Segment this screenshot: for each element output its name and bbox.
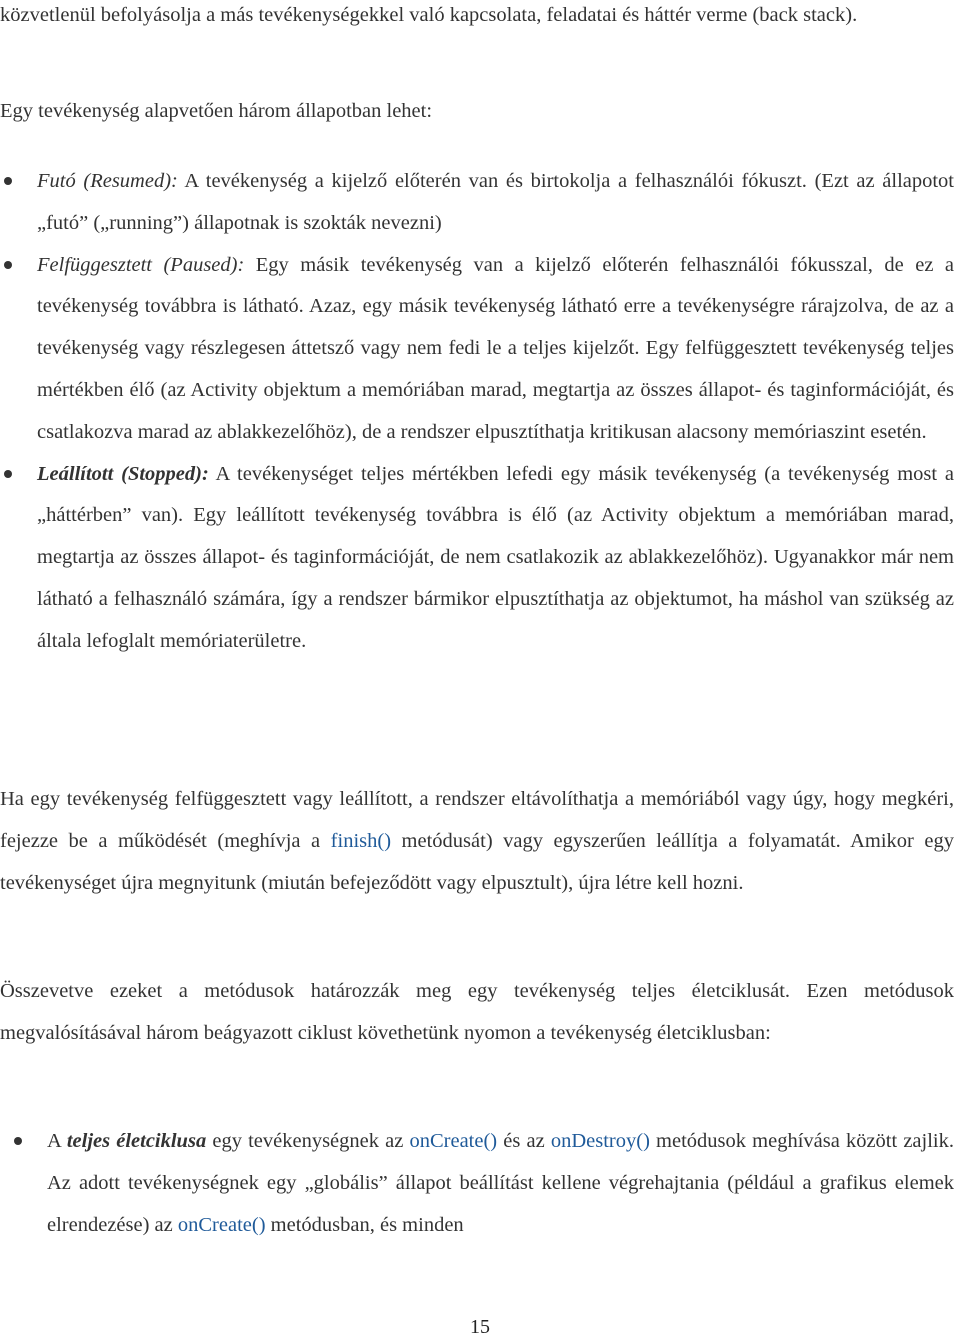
intro-paragraph-end: közvetlenül befolyásolja a más tevékenységekkel való kapcsolata, feladatai és háttér verme (back stack).	[0, 4, 858, 26]
lifecycle-text-3: metódusok meghívása között zajlik. Az adott tevékenységnek egy „globális” állapot beállítást kellene végrehajtania (például a grafikus elemek elrendezése) az	[47, 1130, 954, 1236]
lifecycle-text-2: és az	[497, 1130, 551, 1152]
oncreate-method-ref: onCreate()	[409, 1130, 498, 1152]
state-term-stopped: Leállított (Stopped):	[37, 462, 209, 485]
state-item-resumed	[0, 161, 954, 245]
finish-text-after: metódusát) vagy egyszerűen leállítja a folyamatát. Amikor egy tevékenységet újra megnyitunk (miután befejeződött vagy elpusztult), újra létre kell hozni.	[0, 829, 954, 894]
ondestroy-method-ref: onDestroy()	[550, 1130, 650, 1152]
state-text-resumed: A tevékenység a kijelző előterén van és birtokolja a felhasználói fókuszt. (Ezt az állapotot „futó” („running”) állapotnak is szokták nevezni)	[37, 170, 955, 234]
state-text-stopped: A tevékenységet teljes mértékben lefedi egy másik tevékenység (a tevékenység most a „háttérben” van). Egy leállított tevékenység továbbra is élő (az Activity objektum a memóriában marad, megtartja az összes állapot- és taginformációját, de nem csatlakozik az ablakkezelőhöz). Ugyanakkor már nem látható a felhasználó számára, így a rendszer bármikor elpusztíthatja az objektumot, ha máshol van szükség az általa lefoglalt memóriaterületre.	[37, 462, 954, 652]
state-term-paused: Felfüggesztett (Paused):	[37, 253, 245, 276]
lifecycle-text-1: egy tevékenységnek az	[206, 1130, 410, 1152]
state-text-paused: Egy másik tevékenység van a kijelző előterén felhasználói fókusszal, de ez a tevékenység továbbra is látható. Azaz, egy másik tevékenység látható erre a tevékenységre rárajzolva, de az a tevékenység vagy részlegesen áttetsző vagy nem fedi le a teljes kijelzőt. Egy felfüggesztett tevékenység teljes mértékben élő (az Activity objektum a memóriában marad, megtartja az összes állapot- és taginformációját, és csatlakozva marad az ablakkezelőhöz), de a rendszer elpusztíthatja kritikusan alacsony memóriaszint esetén.	[37, 253, 954, 443]
summary-paragraph: Összevetve ezeket a metódusok határozzák meg egy tevékenység teljes életciklusát. Ezen metódusok megvalósításával három beágyazott ciklust követhetünk nyomon a tevékenység életciklusban:	[0, 980, 954, 1044]
state-item-paused	[0, 245, 954, 454]
state-item-stopped	[0, 454, 954, 663]
oncreate-method-ref-2: onCreate()	[177, 1213, 266, 1236]
lifecycle-text-a: A	[47, 1130, 67, 1152]
finish-text-before: Ha egy tevékenység felfüggesztett vagy leállított, a rendszer eltávolíthatja a memóriából vagy úgy, hogy megkéri, fejezze be a működését (meghívja a	[0, 788, 954, 852]
lifecycle-term: teljes életciklusa	[66, 1130, 207, 1152]
lifecycle-list	[0, 1121, 954, 1246]
states-list	[0, 161, 954, 663]
states-intro: Egy tevékenység alapvetően három állapotban lehet:	[0, 100, 433, 122]
lifecycle-text-4: metódusban, és minden	[265, 1213, 464, 1236]
page-number: 15	[470, 1316, 490, 1338]
lifecycle-item-entire	[0, 1121, 954, 1246]
finish-method-ref: finish()	[330, 829, 392, 852]
state-term-resumed: Futó (Resumed):	[37, 170, 178, 192]
finish-paragraph	[0, 779, 954, 904]
